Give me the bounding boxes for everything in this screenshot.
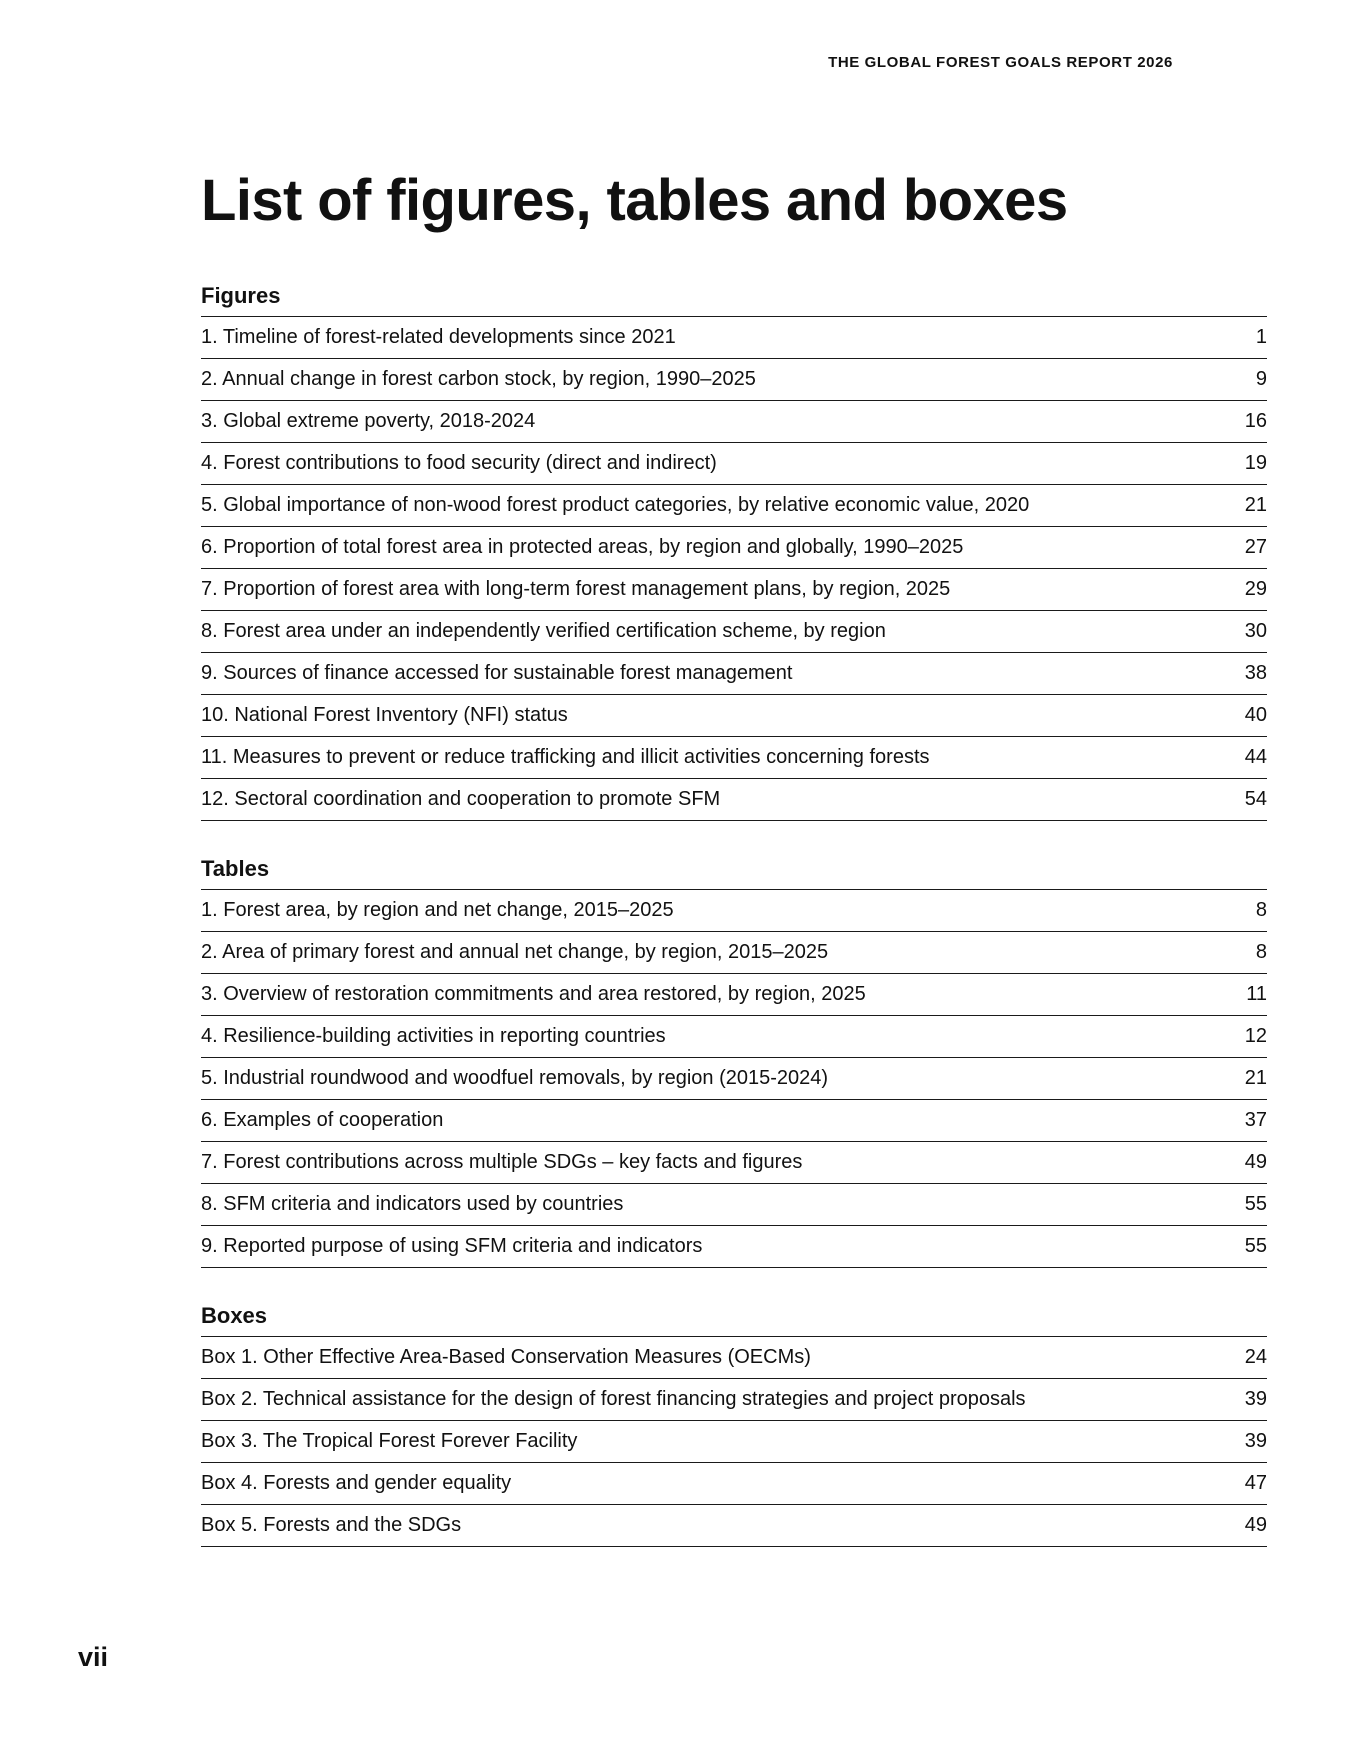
toc-entry-title: 2. Annual change in forest carbon stock, by region, 1990–2025 — [201, 368, 756, 390]
toc-entry[interactable] — [201, 443, 1267, 485]
toc-entry-page: 21 — [1244, 494, 1267, 516]
toc-entry[interactable] — [201, 974, 1267, 1016]
toc-entry-title: 4. Forest contributions to food security (direct and indirect) — [201, 452, 717, 474]
toc-entry[interactable] — [201, 569, 1267, 611]
toc-entry-title: 12. Sectoral coordination and cooperation to promote SFM — [201, 788, 721, 810]
boxes-section — [201, 1302, 1267, 1547]
toc-entry[interactable] — [201, 1337, 1267, 1379]
toc-entry[interactable] — [201, 695, 1267, 737]
toc-entry-page: 11 — [1246, 983, 1267, 1005]
toc-entry-title: Box 3. The Tropical Forest Forever Facility — [201, 1430, 578, 1452]
toc-entry-title: 7. Forest contributions across multiple SDGs – key facts and figures — [201, 1151, 803, 1173]
toc-entry-title: 3. Global extreme poverty, 2018-2024 — [201, 410, 536, 432]
toc-entry[interactable] — [201, 1100, 1267, 1142]
toc-entry[interactable] — [201, 737, 1267, 779]
toc-entry-title: 7. Proportion of forest area with long-term forest management plans, by region, 2025 — [201, 578, 951, 600]
toc-entry[interactable] — [201, 1379, 1267, 1421]
toc-entry-page: 29 — [1244, 578, 1267, 600]
toc-entry[interactable] — [201, 1505, 1267, 1547]
toc-entry-title: 5. Global importance of non-wood forest product categories, by relative economic value, 2020 — [201, 494, 1030, 516]
toc-entry-title: Box 4. Forests and gender equality — [201, 1472, 512, 1494]
toc-entry[interactable] — [201, 1058, 1267, 1100]
toc-entry-page: 19 — [1244, 452, 1267, 474]
toc-entry-title: 10. National Forest Inventory (NFI) status — [201, 704, 568, 726]
toc-entry[interactable] — [201, 890, 1267, 932]
toc-entry[interactable] — [201, 527, 1267, 569]
toc-entry[interactable] — [201, 1463, 1267, 1505]
section-heading: Figures — [201, 282, 1267, 317]
page-number: vii — [78, 1642, 109, 1672]
toc-entry-page: 27 — [1244, 536, 1267, 558]
toc-entry[interactable] — [201, 1184, 1267, 1226]
toc-entry-title: 9. Sources of finance accessed for sustainable forest management — [201, 662, 793, 684]
figures-list — [201, 317, 1267, 821]
toc-entry-title: 6. Examples of cooperation — [201, 1109, 444, 1131]
running-head: THE GLOBAL FOREST GOALS REPORT 2026 — [828, 54, 1173, 71]
toc-entry-page: 37 — [1244, 1109, 1267, 1131]
toc-entry-title: Box 5. Forests and the SDGs — [201, 1514, 462, 1536]
page-title: List of figures, tables and boxes — [201, 168, 1068, 233]
toc-entry-title: 3. Overview of restoration commitments and area restored, by region, 2025 — [201, 983, 866, 1005]
toc-entry-title: 11. Measures to prevent or reduce trafficking and illicit activities concerning forests — [201, 746, 930, 768]
toc-entry[interactable] — [201, 359, 1267, 401]
toc-entry-page: 16 — [1244, 410, 1267, 432]
toc-entry-title: 8. SFM criteria and indicators used by countries — [201, 1193, 624, 1215]
section-heading: Boxes — [201, 1302, 1267, 1337]
toc-entry-title: 9. Reported purpose of using SFM criteria and indicators — [201, 1235, 703, 1257]
toc-entry-page: 39 — [1244, 1388, 1267, 1410]
toc-entry-page: 9 — [1255, 368, 1267, 390]
toc-content — [201, 165, 1267, 1547]
toc-entry[interactable] — [201, 485, 1267, 527]
toc-entry-title: Box 2. Technical assistance for the design of forest financing strategies and project proposals — [201, 1388, 1026, 1410]
toc-entry[interactable] — [201, 779, 1267, 821]
section-heading: Tables — [201, 855, 1267, 890]
toc-entry[interactable] — [201, 1421, 1267, 1463]
toc-entry[interactable] — [201, 1016, 1267, 1058]
toc-entry-page: 21 — [1244, 1067, 1267, 1089]
tables-list — [201, 890, 1267, 1268]
toc-entry-page: 54 — [1244, 788, 1267, 810]
toc-entry[interactable] — [201, 932, 1267, 974]
toc-entry-page: 55 — [1244, 1193, 1267, 1215]
toc-entry-title: 5. Industrial roundwood and woodfuel removals, by region (2015-2024) — [201, 1067, 829, 1089]
toc-entry-title: 2. Area of primary forest and annual net change, by region, 2015–2025 — [201, 941, 829, 963]
toc-entry-page: 55 — [1244, 1235, 1267, 1257]
toc-entry-page: 40 — [1244, 704, 1267, 726]
toc-entry[interactable] — [201, 1226, 1267, 1268]
toc-entry[interactable] — [201, 401, 1267, 443]
tables-section — [201, 855, 1267, 1268]
boxes-list — [201, 1337, 1267, 1547]
toc-entry-page: 49 — [1244, 1151, 1267, 1173]
toc-entry-page: 24 — [1244, 1346, 1267, 1368]
toc-entry-page: 30 — [1244, 620, 1267, 642]
toc-entry-page: 38 — [1244, 662, 1267, 684]
toc-entry-title: 1. Timeline of forest-related developments since 2021 — [201, 326, 676, 348]
toc-entry-page: 47 — [1244, 1472, 1267, 1494]
toc-entry[interactable] — [201, 317, 1267, 359]
toc-entry-page: 8 — [1255, 941, 1267, 963]
toc-entry-title: 1. Forest area, by region and net change, 2015–2025 — [201, 899, 674, 921]
toc-entry-page: 44 — [1244, 746, 1267, 768]
toc-entry[interactable] — [201, 1142, 1267, 1184]
toc-entry[interactable] — [201, 611, 1267, 653]
toc-entry-page: 8 — [1255, 899, 1267, 921]
toc-entry-title: 6. Proportion of total forest area in protected areas, by region and globally, 1990–2025 — [201, 536, 964, 558]
toc-entry-title: 8. Forest area under an independently verified certification scheme, by region — [201, 620, 886, 642]
toc-entry-title: Box 1. Other Effective Area-Based Conservation Measures (OECMs) — [201, 1346, 811, 1368]
toc-entry-page: 1 — [1255, 326, 1267, 348]
toc-entry[interactable] — [201, 653, 1267, 695]
toc-entry-page: 12 — [1244, 1025, 1267, 1047]
toc-entry-page: 49 — [1244, 1514, 1267, 1536]
toc-entry-title: 4. Resilience-building activities in reporting countries — [201, 1025, 666, 1047]
figures-section — [201, 282, 1267, 821]
toc-entry-page: 39 — [1244, 1430, 1267, 1452]
